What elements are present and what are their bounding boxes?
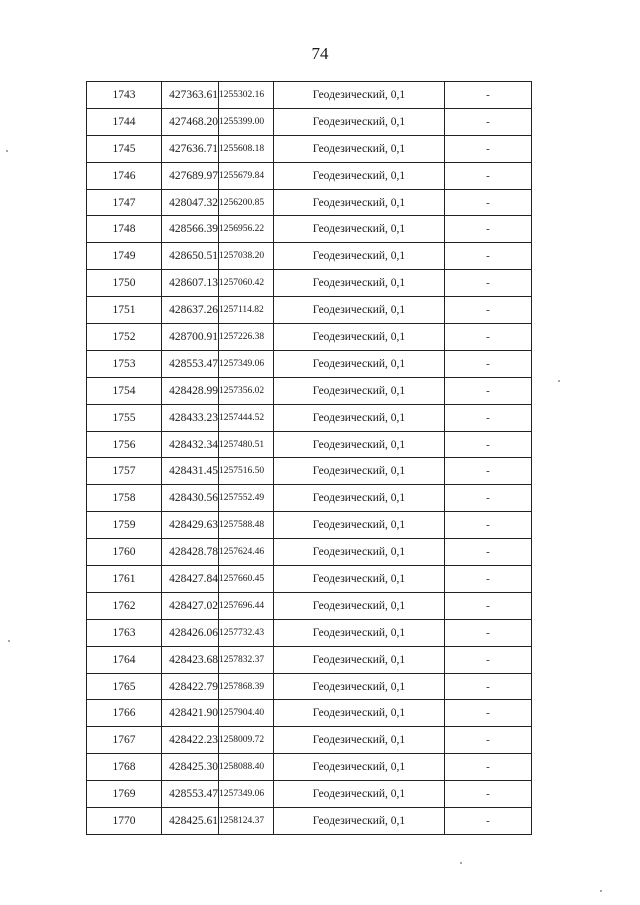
y-coordinate-cell: 1258009.72 — [219, 727, 274, 754]
table-row — [87, 566, 532, 593]
table-row — [87, 162, 532, 189]
note-cell: - — [445, 377, 532, 404]
table-row — [87, 297, 532, 324]
table-row — [87, 539, 532, 566]
coordinates-table — [86, 81, 532, 835]
note-cell: - — [445, 431, 532, 458]
point-number-cell: 1753 — [87, 350, 162, 377]
table-row — [87, 135, 532, 162]
y-coordinate-cell: 1257624.46 — [219, 539, 274, 566]
table-row — [87, 350, 532, 377]
point-number-cell: 1756 — [87, 431, 162, 458]
method-accuracy-cell: Геодезический, 0,1 — [274, 512, 445, 539]
table-row — [87, 646, 532, 673]
table-row — [87, 82, 532, 109]
method-accuracy-cell: Геодезический, 0,1 — [274, 754, 445, 781]
x-coordinate-cell: 428428.99 — [162, 377, 219, 404]
table-row — [87, 700, 532, 727]
point-number-cell: 1769 — [87, 781, 162, 808]
method-accuracy-cell: Геодезический, 0,1 — [274, 431, 445, 458]
note-cell: - — [445, 297, 532, 324]
y-coordinate-cell: 1255302.16 — [219, 82, 274, 109]
method-accuracy-cell: Геодезический, 0,1 — [274, 324, 445, 351]
method-accuracy-cell: Геодезический, 0,1 — [274, 646, 445, 673]
y-coordinate-cell: 1257660.45 — [219, 566, 274, 593]
point-number-cell: 1747 — [87, 189, 162, 216]
point-number-cell: 1748 — [87, 216, 162, 243]
note-cell: - — [445, 189, 532, 216]
table-row — [87, 324, 532, 351]
scan-speck — [558, 380, 560, 382]
x-coordinate-cell: 427689.97 — [162, 162, 219, 189]
method-accuracy-cell: Геодезический, 0,1 — [274, 808, 445, 835]
point-number-cell: 1745 — [87, 135, 162, 162]
x-coordinate-cell: 428425.61 — [162, 808, 219, 835]
point-number-cell: 1750 — [87, 270, 162, 297]
x-coordinate-cell: 428553.47 — [162, 781, 219, 808]
note-cell: - — [445, 646, 532, 673]
y-coordinate-cell: 1257868.39 — [219, 673, 274, 700]
note-cell: - — [445, 727, 532, 754]
coordinates-table-body — [87, 82, 532, 835]
note-cell: - — [445, 619, 532, 646]
note-cell: - — [445, 754, 532, 781]
point-number-cell: 1770 — [87, 808, 162, 835]
point-number-cell: 1763 — [87, 619, 162, 646]
x-coordinate-cell: 428426.06 — [162, 619, 219, 646]
x-coordinate-cell: 428422.23 — [162, 727, 219, 754]
x-coordinate-cell: 428427.84 — [162, 566, 219, 593]
x-coordinate-cell: 428431.45 — [162, 458, 219, 485]
method-accuracy-cell: Геодезический, 0,1 — [274, 297, 445, 324]
table-row — [87, 619, 532, 646]
table-row — [87, 781, 532, 808]
point-number-cell: 1758 — [87, 485, 162, 512]
point-number-cell: 1752 — [87, 324, 162, 351]
note-cell: - — [445, 566, 532, 593]
method-accuracy-cell: Геодезический, 0,1 — [274, 673, 445, 700]
table-row — [87, 270, 532, 297]
y-coordinate-cell: 1257356.02 — [219, 377, 274, 404]
method-accuracy-cell: Геодезический, 0,1 — [274, 135, 445, 162]
point-number-cell: 1744 — [87, 108, 162, 135]
point-number-cell: 1766 — [87, 700, 162, 727]
y-coordinate-cell: 1258124.37 — [219, 808, 274, 835]
y-coordinate-cell: 1257832.37 — [219, 646, 274, 673]
method-accuracy-cell: Геодезический, 0,1 — [274, 243, 445, 270]
method-accuracy-cell: Геодезический, 0,1 — [274, 189, 445, 216]
table-row — [87, 727, 532, 754]
point-number-cell: 1751 — [87, 297, 162, 324]
y-coordinate-cell: 1257904.40 — [219, 700, 274, 727]
method-accuracy-cell: Геодезический, 0,1 — [274, 485, 445, 512]
x-coordinate-cell: 428047.32 — [162, 189, 219, 216]
note-cell: - — [445, 243, 532, 270]
note-cell: - — [445, 350, 532, 377]
point-number-cell: 1768 — [87, 754, 162, 781]
x-coordinate-cell: 428425.30 — [162, 754, 219, 781]
method-accuracy-cell: Геодезический, 0,1 — [274, 82, 445, 109]
point-number-cell: 1749 — [87, 243, 162, 270]
table-row — [87, 377, 532, 404]
x-coordinate-cell: 428432.34 — [162, 431, 219, 458]
x-coordinate-cell: 427636.71 — [162, 135, 219, 162]
x-coordinate-cell: 428430.56 — [162, 485, 219, 512]
x-coordinate-cell: 428429.63 — [162, 512, 219, 539]
y-coordinate-cell: 1257480.51 — [219, 431, 274, 458]
note-cell: - — [445, 108, 532, 135]
x-coordinate-cell: 428421.90 — [162, 700, 219, 727]
point-number-cell: 1762 — [87, 592, 162, 619]
y-coordinate-cell: 1257038.20 — [219, 243, 274, 270]
point-number-cell: 1760 — [87, 539, 162, 566]
note-cell: - — [445, 808, 532, 835]
y-coordinate-cell: 1257349.06 — [219, 350, 274, 377]
method-accuracy-cell: Геодезический, 0,1 — [274, 377, 445, 404]
x-coordinate-cell: 428423.68 — [162, 646, 219, 673]
y-coordinate-cell: 1255399.00 — [219, 108, 274, 135]
method-accuracy-cell: Геодезический, 0,1 — [274, 270, 445, 297]
y-coordinate-cell: 1257226.38 — [219, 324, 274, 351]
x-coordinate-cell: 428700.91 — [162, 324, 219, 351]
note-cell: - — [445, 592, 532, 619]
method-accuracy-cell: Геодезический, 0,1 — [274, 566, 445, 593]
note-cell: - — [445, 270, 532, 297]
x-coordinate-cell: 428637.26 — [162, 297, 219, 324]
note-cell: - — [445, 216, 532, 243]
method-accuracy-cell: Геодезический, 0,1 — [274, 350, 445, 377]
table-row — [87, 592, 532, 619]
note-cell: - — [445, 135, 532, 162]
point-number-cell: 1743 — [87, 82, 162, 109]
note-cell: - — [445, 162, 532, 189]
scan-speck — [6, 150, 8, 152]
x-coordinate-cell: 428428.78 — [162, 539, 219, 566]
method-accuracy-cell: Геодезический, 0,1 — [274, 592, 445, 619]
x-coordinate-cell: 428650.51 — [162, 243, 219, 270]
y-coordinate-cell: 1257114.82 — [219, 297, 274, 324]
method-accuracy-cell: Геодезический, 0,1 — [274, 162, 445, 189]
scan-speck — [8, 640, 10, 642]
y-coordinate-cell: 1257349.06 — [219, 781, 274, 808]
x-coordinate-cell: 428607.13 — [162, 270, 219, 297]
y-coordinate-cell: 1258088.40 — [219, 754, 274, 781]
point-number-cell: 1757 — [87, 458, 162, 485]
method-accuracy-cell: Геодезический, 0,1 — [274, 458, 445, 485]
y-coordinate-cell: 1256956.22 — [219, 216, 274, 243]
scan-speck — [600, 890, 602, 892]
x-coordinate-cell: 428422.79 — [162, 673, 219, 700]
method-accuracy-cell: Геодезический, 0,1 — [274, 727, 445, 754]
y-coordinate-cell: 1257444.52 — [219, 404, 274, 431]
point-number-cell: 1767 — [87, 727, 162, 754]
y-coordinate-cell: 1257060.42 — [219, 270, 274, 297]
table-row — [87, 673, 532, 700]
point-number-cell: 1746 — [87, 162, 162, 189]
scan-speck — [460, 862, 462, 864]
point-number-cell: 1765 — [87, 673, 162, 700]
y-coordinate-cell: 1257588.48 — [219, 512, 274, 539]
note-cell: - — [445, 458, 532, 485]
point-number-cell: 1761 — [87, 566, 162, 593]
method-accuracy-cell: Геодезический, 0,1 — [274, 539, 445, 566]
y-coordinate-cell: 1256200.85 — [219, 189, 274, 216]
method-accuracy-cell: Геодезический, 0,1 — [274, 404, 445, 431]
note-cell: - — [445, 512, 532, 539]
note-cell: - — [445, 404, 532, 431]
note-cell: - — [445, 485, 532, 512]
y-coordinate-cell: 1257516.50 — [219, 458, 274, 485]
method-accuracy-cell: Геодезический, 0,1 — [274, 619, 445, 646]
note-cell: - — [445, 539, 532, 566]
point-number-cell: 1755 — [87, 404, 162, 431]
y-coordinate-cell: 1255608.18 — [219, 135, 274, 162]
table-row — [87, 808, 532, 835]
table-row — [87, 189, 532, 216]
x-coordinate-cell: 427363.61 — [162, 82, 219, 109]
point-number-cell: 1754 — [87, 377, 162, 404]
y-coordinate-cell: 1257732.43 — [219, 619, 274, 646]
table-row — [87, 485, 532, 512]
table-row — [87, 216, 532, 243]
x-coordinate-cell: 428427.02 — [162, 592, 219, 619]
table-row — [87, 754, 532, 781]
x-coordinate-cell: 428553.47 — [162, 350, 219, 377]
method-accuracy-cell: Геодезический, 0,1 — [274, 781, 445, 808]
note-cell: - — [445, 781, 532, 808]
table-row — [87, 512, 532, 539]
x-coordinate-cell: 427468.20 — [162, 108, 219, 135]
table-row — [87, 458, 532, 485]
note-cell: - — [445, 82, 532, 109]
table-row — [87, 431, 532, 458]
note-cell: - — [445, 324, 532, 351]
method-accuracy-cell: Геодезический, 0,1 — [274, 216, 445, 243]
table-row — [87, 404, 532, 431]
table-row — [87, 108, 532, 135]
note-cell: - — [445, 700, 532, 727]
x-coordinate-cell: 428566.39 — [162, 216, 219, 243]
y-coordinate-cell: 1257552.49 — [219, 485, 274, 512]
page-number: 74 — [311, 44, 329, 63]
x-coordinate-cell: 428433.23 — [162, 404, 219, 431]
y-coordinate-cell: 1255679.84 — [219, 162, 274, 189]
point-number-cell: 1764 — [87, 646, 162, 673]
table-row — [87, 243, 532, 270]
note-cell: - — [445, 673, 532, 700]
method-accuracy-cell: Геодезический, 0,1 — [274, 700, 445, 727]
y-coordinate-cell: 1257696.44 — [219, 592, 274, 619]
method-accuracy-cell: Геодезический, 0,1 — [274, 108, 445, 135]
point-number-cell: 1759 — [87, 512, 162, 539]
